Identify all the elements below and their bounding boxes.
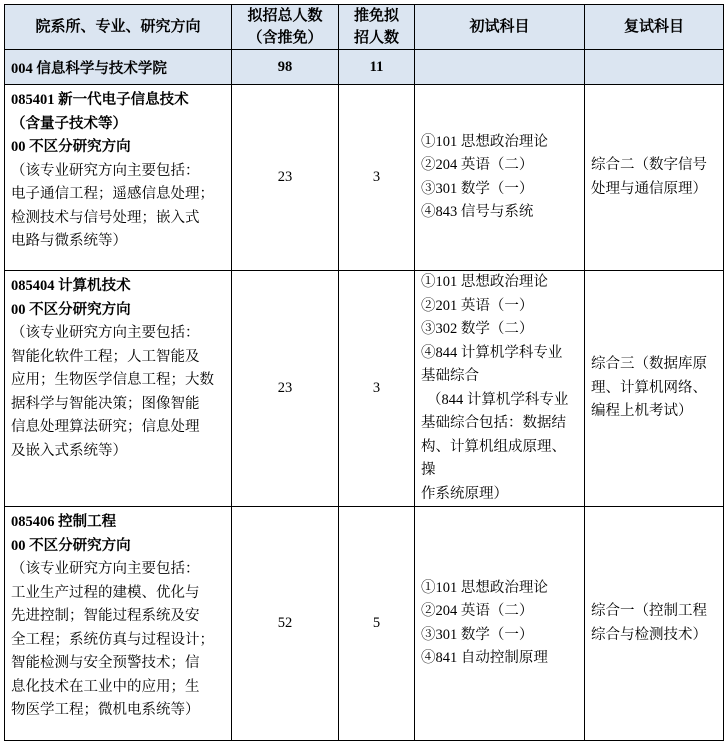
major-code: 085401 新一代电子信息技术 xyxy=(11,92,189,108)
major-total: 23 xyxy=(232,85,339,271)
description-line: 息化技术在工业中的应用；生 xyxy=(11,678,200,695)
major-total: 23 xyxy=(232,271,339,507)
header-exempt-enrollment xyxy=(339,5,415,50)
major-total: 52 xyxy=(232,507,339,741)
major-code: 085404 计算机技术 xyxy=(11,278,131,294)
description-line: （该专业研究方向主要包括： xyxy=(11,162,200,179)
retest-line: 理、计算机网络、 xyxy=(591,379,707,396)
subject-note-line: （844 计算机学科专业 xyxy=(427,391,569,408)
major-exempt: 5 xyxy=(339,507,415,741)
subject-item: ①101 思想政治理论 xyxy=(421,274,548,290)
description-line: （该专业研究方向主要包括： xyxy=(11,561,200,577)
table-row xyxy=(5,85,724,271)
subject-item: ④843 信号与系统 xyxy=(421,204,534,220)
retest-subjects xyxy=(585,271,724,507)
retest-subjects xyxy=(585,85,724,271)
subject-item: ②204 英语（二） xyxy=(421,157,534,173)
subject-note-line: 基础综合包括：数据结 xyxy=(421,415,566,431)
initial-subjects xyxy=(415,85,585,271)
admissions-table-wrapper xyxy=(4,4,724,741)
department-total: 98 xyxy=(232,50,339,85)
major-exempt: 3 xyxy=(339,85,415,271)
description-line: 工业生产过程的建模、优化与 xyxy=(11,584,200,601)
header-total-line2: （含推免） xyxy=(247,30,323,46)
description-line: 检测技术与信号处理；嵌入式 xyxy=(11,209,200,226)
table-row xyxy=(5,271,724,507)
header-initial-subjects: 初试科目 xyxy=(415,5,585,50)
description-line: 智能化软件工程；人工智能及 xyxy=(11,348,200,365)
research-direction: 00 不区分研究方向 xyxy=(11,139,131,155)
subject-item: ④841 自动控制原理 xyxy=(421,650,548,666)
department-retest-empty xyxy=(585,50,724,85)
major-description xyxy=(11,558,225,723)
retest-line: 综合一（控制工程 xyxy=(591,603,707,619)
description-line: 先进控制；智能过程系统及安 xyxy=(11,608,200,624)
subject-item: 基础综合 xyxy=(421,368,479,384)
retest-line: 综合三（数据库原 xyxy=(591,356,707,373)
subject-item: ②201 英语（一） xyxy=(421,297,534,314)
header-exempt-line1: 推免拟 xyxy=(353,8,399,24)
description-line: 全工程；系统仿真与过程设计； xyxy=(11,631,214,648)
initial-subjects xyxy=(415,271,585,507)
header-total-enrollment xyxy=(232,5,339,50)
description-line: 电路与微系统等） xyxy=(11,233,127,249)
subject-item: ③301 数学（一） xyxy=(421,626,534,643)
major-code-suffix: （含量子技术等） xyxy=(11,115,127,132)
subject-item: ④844 计算机学科专业 xyxy=(421,344,563,361)
description-line: 智能检测与安全预警技术；信 xyxy=(11,655,200,671)
admissions-table xyxy=(4,4,724,741)
subject-item: ①101 思想政治理论 xyxy=(421,579,548,596)
table-row xyxy=(5,507,724,741)
description-line: （该专业研究方向主要包括： xyxy=(11,325,200,341)
subject-note xyxy=(421,389,578,413)
description-line: 及嵌入式系统等） xyxy=(11,442,127,459)
retest-line: 编程上机考试） xyxy=(591,403,693,420)
header-exempt-line2: 招人数 xyxy=(353,30,399,46)
department-subjects-empty xyxy=(415,50,585,85)
major-exempt: 3 xyxy=(339,271,415,507)
department-name: 004 信息科学与技术学院 xyxy=(5,50,232,85)
subject-note-line: 作系统原理） xyxy=(421,485,508,502)
header-total-line1: 拟招总人数 xyxy=(247,8,323,24)
description-line: 电子通信工程；遥感信息处理； xyxy=(11,186,214,202)
major-info xyxy=(5,85,232,271)
subject-item: ③301 数学（一） xyxy=(421,180,534,197)
description-line: 物医学工程；微机电系统等） xyxy=(11,702,200,718)
department-exempt: 11 xyxy=(339,50,415,85)
retest-subjects xyxy=(585,507,724,741)
subject-item: ②204 英语（二） xyxy=(421,603,534,619)
research-direction: 00 不区分研究方向 xyxy=(11,537,131,554)
major-code: 085406 控制工程 xyxy=(11,514,117,530)
subject-item: ①101 思想政治理论 xyxy=(421,133,548,150)
initial-subjects xyxy=(415,507,585,741)
description-line: 应用；生物医学信息工程；大数 xyxy=(11,372,214,388)
description-line: 信息处理算法研究；信息处理 xyxy=(11,419,200,435)
subject-note-line: 构、计算机组成原理、操 xyxy=(421,438,566,478)
department-row xyxy=(5,50,724,85)
description-line: 据科学与智能决策；图像智能 xyxy=(11,395,200,412)
retest-line: 处理与通信原理） xyxy=(591,180,707,197)
major-info xyxy=(5,271,232,507)
major-info xyxy=(5,507,232,741)
header-row xyxy=(5,5,724,50)
major-description xyxy=(11,160,225,254)
header-retest-subjects: 复试科目 xyxy=(585,5,724,50)
major-description xyxy=(11,322,225,463)
subject-item: ③302 数学（二） xyxy=(421,321,534,337)
header-program: 院系所、专业、研究方向 xyxy=(5,5,232,50)
retest-line: 综合二（数字信号 xyxy=(591,157,707,173)
retest-line: 综合与检测技术） xyxy=(591,626,707,643)
research-direction: 00 不区分研究方向 xyxy=(11,301,131,318)
